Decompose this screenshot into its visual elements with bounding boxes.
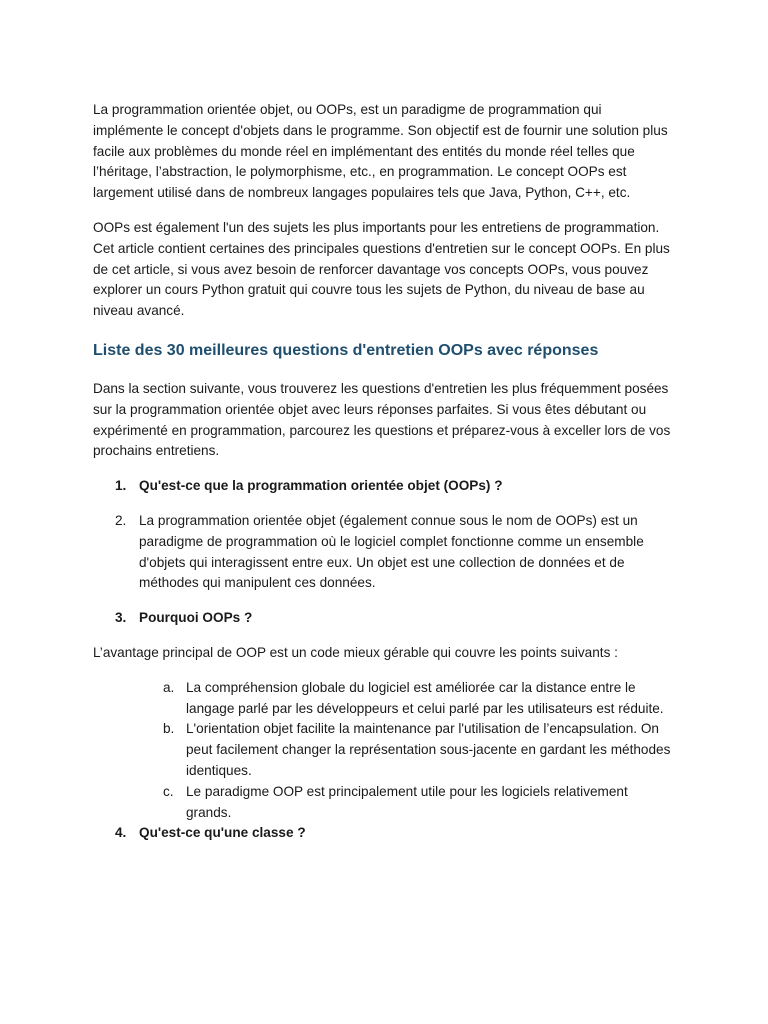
list-item-question-1 [93, 476, 675, 497]
list-item-text: Qu'est-ce qu'une classe ? [139, 825, 306, 841]
list-item-question-4 [93, 823, 675, 844]
sub-list-item-text: La compréhension globale du logiciel est améliorée car la distance entre le langage parlé par les développeurs et celui parlé par les utilisateurs est réduite. [186, 679, 664, 716]
sub-list-marker: a. [163, 679, 175, 695]
sub-list-item-a [93, 678, 675, 720]
interview-paragraph: OOPs est également l'un des sujets les plus importants pour les entretiens de programmation. Cet article contient certaines des principales questions d'entretien sur le concept OOPs. En plus de cet article, si vous avez besoin de renforcer davantage vos concepts OOPs, vous pouvez explorer un cours Python gratuit qui couvre tous les sujets de Python, du niveau de base au niveau avancé. [93, 219, 670, 319]
intro-paragraph: La programmation orientée objet, ou OOPs, est un paradigme de programmation qui implémente le concept d'objets dans le programme. Son objectif est de fournir une solution plus facile aux problèmes du monde réel en implémentant des entités du monde réel telles que l’héritage, l’abstraction, le polymorphisme, etc., en programmation. Le concept OOPs est largement utilisé dans de nombreux langages populaires tels que Java, Python, C++, etc. [93, 102, 668, 201]
list-item-text: Pourquoi OOPs ? [139, 610, 253, 626]
section-intro-paragraph: Dans la section suivante, vous trouverez les questions d'entretien les plus fréquemment posées sur la programmation orientée objet avec leurs réponses parfaites. Si vous êtes débutant ou expérimenté en programmation, parcourez les questions et préparez-vous à exceller lors de vos prochains entretiens. [93, 380, 671, 459]
sub-list-item-c [93, 782, 675, 824]
sub-list-item-text: L'orientation objet facilite la maintenance par l'utilisation de l’encapsulation. On peut facilement changer la représentation sous-jacente en gardant les méthodes identiques. [186, 721, 671, 778]
list-item-answer-2 [93, 511, 675, 594]
document-page [93, 100, 675, 844]
section-heading: Liste des 30 meilleures questions d'entretien OOPs avec réponses [93, 341, 599, 359]
list-item-question-3 [93, 608, 675, 629]
list-marker: 1. [115, 478, 127, 494]
list-marker: 2. [115, 512, 127, 528]
list-item-text: Qu'est-ce que la programmation orientée objet (OOPs) ? [139, 478, 503, 494]
advantage-paragraph: L’avantage principal de OOP est un code mieux gérable qui couvre les points suivants : [93, 644, 618, 660]
sub-list-item-b [93, 719, 675, 781]
sub-list-marker: b. [163, 721, 175, 737]
list-marker: 3. [115, 610, 127, 626]
list-marker: 4. [115, 825, 127, 841]
sub-list-marker: c. [163, 783, 174, 799]
list-item-text: La programmation orientée objet (également connue sous le nom de OOPs) est un paradigme de programmation où le logiciel complet fonctionne comme un ensemble d'objets qui interagissent entre eux. Un objet est une collection de données et de méthodes qui manipulent ces données. [139, 512, 644, 591]
sub-list-item-text: Le paradigme OOP est principalement utile pour les logiciels relativement grands. [186, 783, 628, 820]
